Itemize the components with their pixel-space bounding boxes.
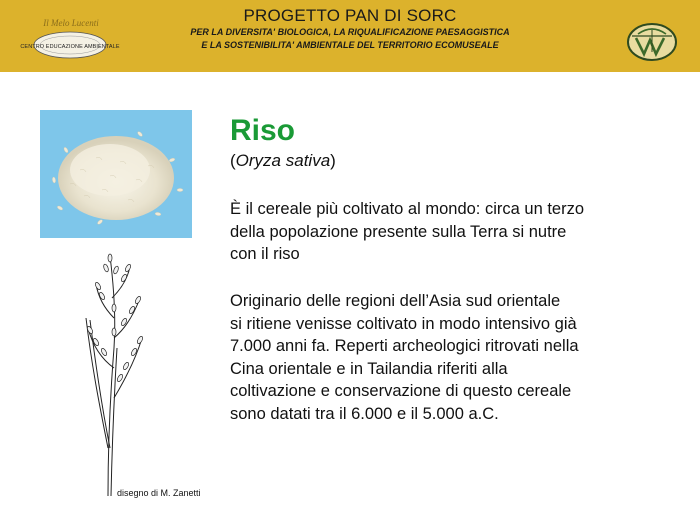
rice-grains-photo (40, 110, 192, 238)
paragraph-line: si ritiene venisse coltivato in modo intensivo già (230, 314, 577, 333)
center-logo (20, 18, 120, 62)
paragraph-line: con il riso (230, 245, 300, 263)
page-title: Riso (230, 114, 296, 147)
ecomuseum-emblem-icon (626, 22, 678, 62)
logo-caption: CENTRO EDUCAZIONE AMBIENTALE (20, 44, 120, 50)
paragraph-line: della popolazione presente sulla Terra si nutre (230, 222, 567, 241)
drawing-credit: disegno di M. Zanetti (117, 488, 201, 498)
paragraph-line: È il cereale più coltivato al mondo: circa un terzo (230, 200, 585, 218)
latin-open-paren: ( (230, 151, 236, 170)
paragraph-line: sono datati tra il 6.000 e il 5.000 a.C. (230, 404, 499, 423)
paragraph-line: 7.000 anni fa. Reperti archeologici ritrovati nella (230, 337, 579, 355)
scientific-name (230, 151, 336, 171)
paragraph-line: Originario delle regioni dell’Asia sud orientale (230, 292, 561, 310)
paragraph-intro (230, 198, 670, 266)
paragraph-origin (230, 290, 670, 425)
logo-script-text: Il Melo Lucenti (43, 18, 99, 28)
header-subtitle-1: PER LA DIVERSITA' BIOLOGICA, LA RIQUALIFICAZIONE PAESAGGISTICA (190, 27, 510, 37)
paragraph-line: coltivazione e conservazione di questo cereale (230, 382, 572, 400)
header-title: PROGETTO PAN DI SORC (243, 6, 457, 25)
header-banner (0, 0, 700, 72)
latin-name: Oryza sativa (235, 151, 331, 170)
paragraph-line: Cina orientale e in Tailandia riferiti alla (230, 359, 508, 378)
rice-plant-drawing (70, 248, 160, 498)
header-subtitle-2: E LA SOSTENIBILITA' AMBIENTALE DEL TERRITORIO ECOMUSEALE (201, 40, 499, 50)
latin-close-paren: ) (330, 151, 336, 170)
